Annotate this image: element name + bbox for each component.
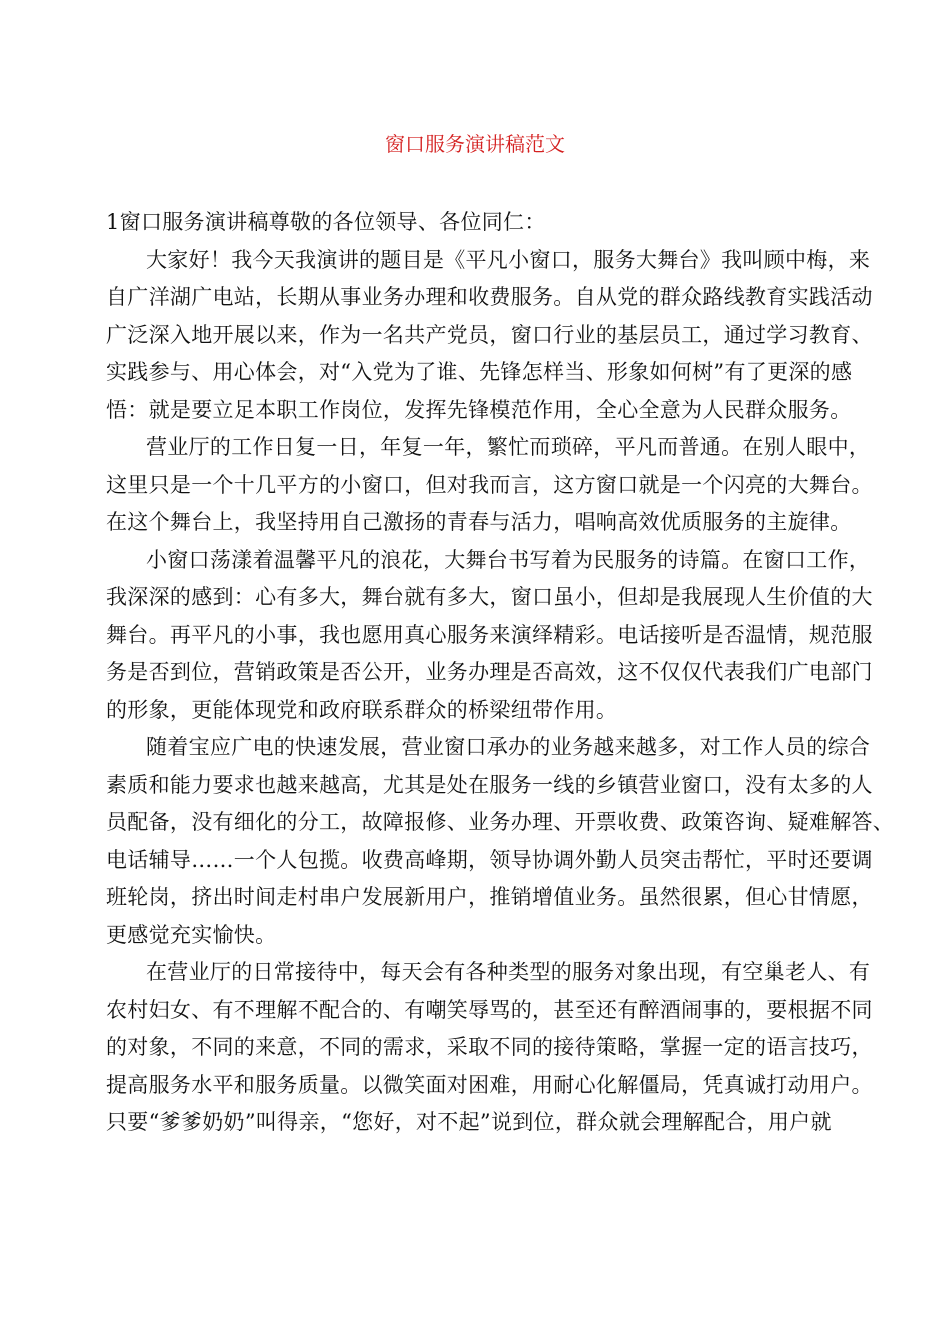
- text-line: 1窗口服务演讲稿尊敬的各位领导、各位同仁：: [106, 210, 546, 234]
- text-line: 班轮岗，挤出时间走村串户发展新用户，推销增值业务。虽然很累，但心甘情愿，: [106, 885, 873, 909]
- text-line: 实践参与、用心体会，对“入党为了谁、先锋怎样当、形象如何树”有了更深的感: [106, 360, 853, 384]
- paragraph-start-line: 随着宝应广电的快速发展，营业窗口承办的业务越来越多，对工作人员的综合: [146, 735, 871, 759]
- text-line: 提高服务水平和服务质量。以微笑面对困难，用耐心化解僵局，凭真诚打动用户。: [106, 1072, 873, 1097]
- text-line: 在这个舞台上，我坚持用自己激扬的青春与活力，唱响高效优质服务的主旋律。: [106, 510, 852, 534]
- text-line: 员配备，没有细化的分工，故障报修、业务办理、开票收费、政策咨询、疑难解答、: [106, 810, 895, 834]
- document-title: 窗口服务演讲稿范文: [385, 132, 565, 156]
- text-line: 广泛深入地开展以来，作为一名共产党员，窗口行业的基层员工，通过学习教育、: [106, 322, 873, 347]
- text-line: 的对象，不同的来意，不同的需求，采取不同的接待策略，掌握一定的语言技巧，: [106, 1035, 873, 1059]
- text-line: 农村妇女、有不理解不配合的、有嘲笑辱骂的，甚至还有醉酒闹事的，要根据不同: [106, 997, 873, 1022]
- text-line: 自广洋湖广电站，长期从事业务办理和收费服务。自从党的群众路线教育实践活动: [106, 285, 873, 309]
- text-line: 只要“爹爹奶奶”叫得亲，“您好，对不起”说到位，群众就会理解配合，用户就: [106, 1110, 832, 1134]
- text-line: 我深深的感到：心有多大，舞台就有多大，窗口虽小，但却是我展现人生价值的大: [106, 585, 873, 609]
- paragraph-start-line: 营业厅的工作日复一日，年复一年，繁忙而琐碎，平凡而普通。在别人眼中，: [146, 435, 871, 459]
- paragraph-start-line: 小窗口荡漾着温馨平凡的浪花，大舞台书写着为民服务的诗篇。在窗口工作，: [146, 547, 871, 572]
- text-line: 素质和能力要求也越来越高，尤其是处在服务一线的乡镇营业窗口，没有太多的人: [106, 772, 873, 797]
- document-body: [106, 204, 895, 1142]
- text-line: 的形象，更能体现党和政府联系群众的桥梁纽带作用。: [106, 697, 618, 722]
- text-line: 电话辅导……一个人包揽。收费高峰期，领导协调外勤人员突击帮忙，平时还要调: [106, 847, 873, 872]
- text-line: 更感觉充实愉快。: [106, 922, 277, 947]
- paragraph-start-line: 大家好！我今天我演讲的题目是《平凡小窗口，服务大舞台》我叫顾中梅，来: [146, 247, 871, 272]
- paragraph-start-line: 在营业厅的日常接待中，每天会有各种类型的服务对象出现，有空巢老人、有: [146, 960, 871, 984]
- text-line: 悟：就是要立足本职工作岗位，发挥先锋模范作用，全心全意为人民群众服务。: [106, 397, 852, 422]
- text-line: 这里只是一个十几平方的小窗口，但对我而言，这方窗口就是一个闪亮的大舞台。: [106, 472, 873, 497]
- text-line: 务是否到位，营销政策是否公开，业务办理是否高效，这不仅仅代表我们广电部门: [106, 660, 873, 684]
- text-line: 舞台。再平凡的小事，我也愿用真心服务来演绎精彩。电话接听是否温情，规范服: [106, 622, 873, 647]
